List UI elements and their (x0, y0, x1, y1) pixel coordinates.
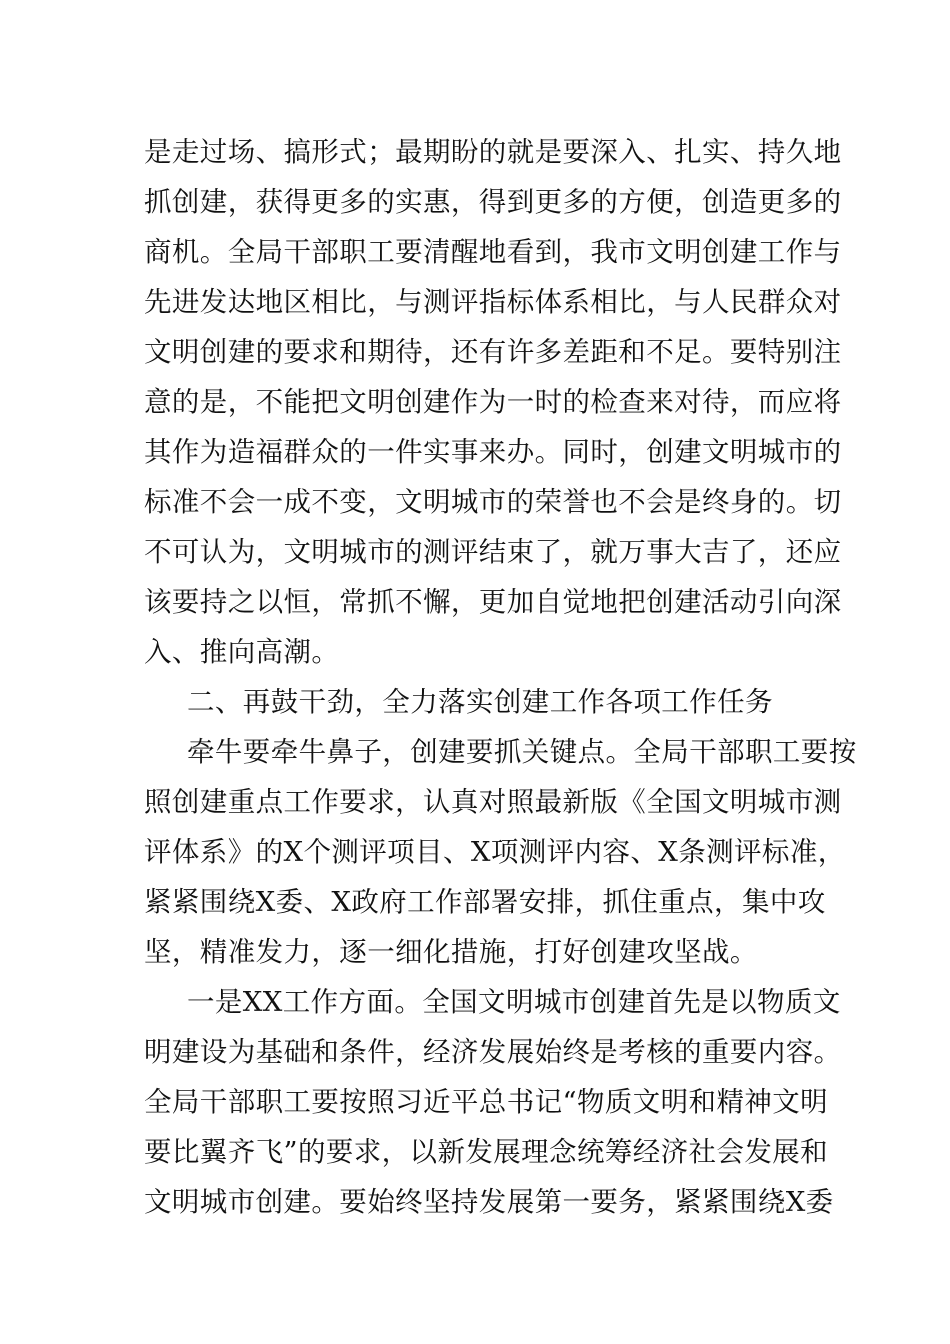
section-heading: 二、再鼓干劲，全力落实创建工作各项工作任务 (187, 686, 773, 718)
text-line: 文明创建的要求和期待，还有许多差距和不足。要特别注 (144, 336, 842, 368)
text-line: 不可认为，文明城市的测评结束了，就万事大吉了，还应 (144, 536, 842, 568)
text-line: 是走过场、搞形式；最期盼的就是要深入、扎实、持久地 (144, 136, 842, 168)
text-line: 要比翼齐飞”的要求，以新发展理念统筹经济社会发展和 (144, 1136, 829, 1168)
text-line: 评体系》的X个测评项目、X项测评内容、X条测评标准， (144, 836, 846, 868)
text-line: 入、推向高潮。 (144, 636, 340, 668)
text-line: 文明城市创建。要始终坚持发展第一要务，紧紧围绕X委 (144, 1186, 834, 1218)
text-line: 明建设为基础和条件，经济发展始终是考核的重要内容。 (144, 1036, 842, 1068)
text-line: 商机。全局干部职工要清醒地看到，我市文明创建工作与 (144, 236, 842, 268)
text-line: 照创建重点工作要求，认真对照最新版《全国文明城市测 (144, 786, 842, 818)
text-line: 意的是，不能把文明创建作为一时的检查来对待，而应将 (144, 386, 842, 418)
text-line: 全局干部职工要按照习近平总书记“物质文明和精神文明 (144, 1086, 829, 1118)
text-line: 该要持之以恒，常抓不懈，更加自觉地把创建活动引向深 (144, 586, 842, 618)
text-line: 抓创建，获得更多的实惠，得到更多的方便，创造更多的 (144, 186, 842, 218)
text-line: 标准不会一成不变，文明城市的荣誉也不会是终身的。切 (144, 486, 842, 518)
text-line: 牵牛要牵牛鼻子，创建要抓关键点。全局干部职工要按 (187, 736, 857, 768)
text-line: 其作为造福群众的一件实事来办。同时，创建文明城市的 (144, 436, 842, 468)
text-line: 先进发达地区相比，与测评指标体系相比，与人民群众对 (144, 286, 842, 318)
text-line: 坚，精准发力，逐一细化措施，打好创建攻坚战。 (144, 936, 758, 968)
text-line: 一是XX工作方面。全国文明城市创建首先是以物质文 (187, 986, 841, 1018)
text-line: 紧紧围绕X委、X政府工作部署安排，抓住重点，集中攻 (144, 886, 826, 918)
